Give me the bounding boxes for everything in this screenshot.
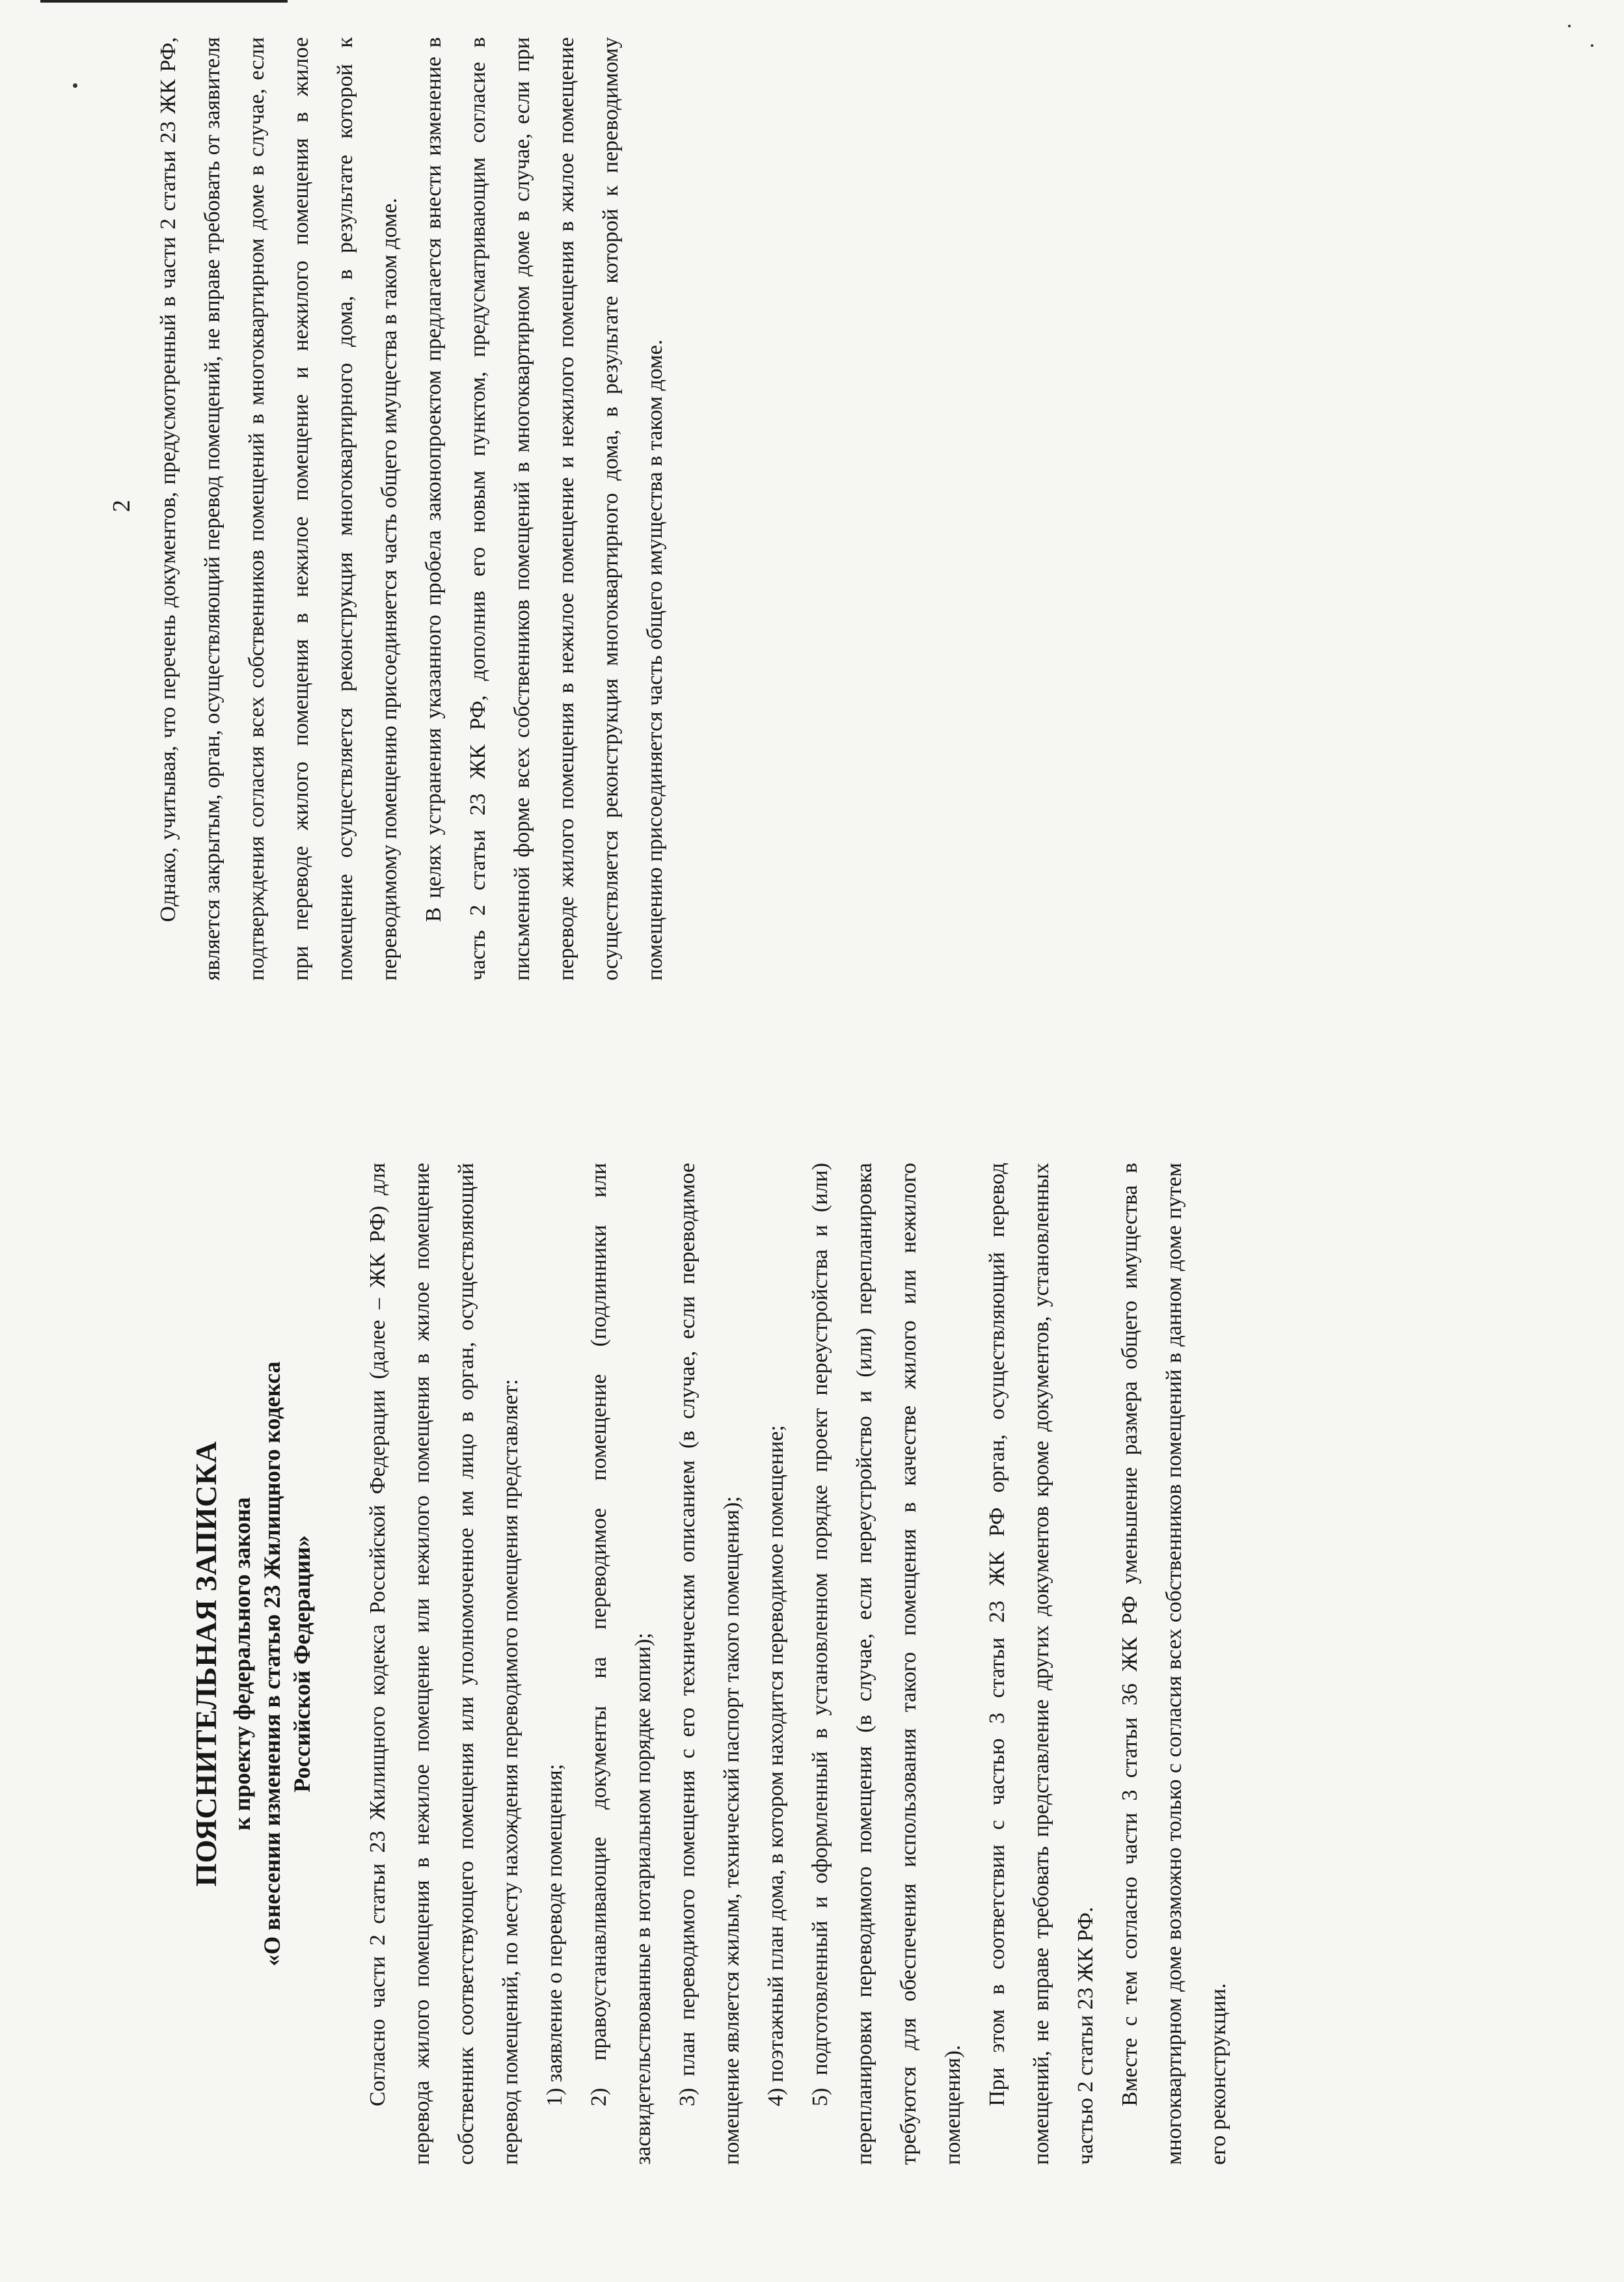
- paragraph: Однако, учитывая, что перечень документов, предусмотренный в части 2 статьи 23 ЖК РФ, является закрытым, орган, осуществляющий перевод помещений, не вправе требовать от заявителя подтверждения согласия всех собственников помещений в многоквартирном доме в случае, если при переводе жилого помещения в нежилое помещение и нежилого помещения в жилое помещение осуществляется реконструкция многоквартирного дома, в результате которой к переводимому помещению присоединяется часть общего имущества в таком доме.: [156, 37, 401, 981]
- page-number: 2: [108, 500, 135, 512]
- list-item: 3) план переводимого помещения с его техническим описанием (в случае, если переводимое помещение является жилым, технический паспорт такого помещения);: [675, 1163, 744, 2165]
- explanatory-note-page-2: [0, 37, 1624, 981]
- document-title: ПОЯСНИТЕЛЬНАЯ ЗАПИСКА: [189, 1441, 223, 1887]
- document-subtitle-line: «О внесении изменения в статью 23 Жилищного кодекса: [259, 1361, 285, 1966]
- list-item: 1) заявление о переводе помещения;: [543, 1763, 567, 2106]
- list-item: 4) поэтажный план дома, в котором находится переводимое помещение;: [764, 1425, 788, 2106]
- document-subtitle-line: к проекту федерального закона: [229, 1497, 255, 1831]
- paragraph: Вместе с тем согласно части 3 статьи 36 ЖК РФ уменьшение размера общего имущества в многоквартирном доме возможно только с согласия всех собственников помещений в данном доме путем его реконструкции.: [1118, 1163, 1230, 2165]
- paragraph: При этом в соответствии с частью 3 статьи 23 ЖК РФ орган, осуществляющий перевод помещений, не вправе требовать представление других документов кроме документов, установленных частью 2 статьи 23 ЖК РФ.: [985, 1163, 1098, 2165]
- paragraph: Согласно части 2 статьи 23 Жилищного кодекса Российской Федерации (далее – ЖК РФ) для перевода жилого помещения в нежилое помещение или нежилого помещения в жилое помещение собственник соответствующего помещения или уполномоченное им лицо в орган, осуществляющий перевод помещений, по месту нахождения переводимого помещения представляет:: [366, 1163, 522, 2165]
- list-item: 2) правоустанавливающие документы на переводимое помещение (подлинники или засвидетельствованные в нотариальном порядке копии);: [587, 1163, 655, 2165]
- paragraph: В целях устранения указанного пробела законопроектом предлагается внести изменение в часть 2 статьи 23 ЖК РФ, дополнив его новым пунктом, предусматривающим согласие в письменной форме всех собственников помещений в многоквартирном доме в случае, если при переводе жилого помещения в нежилое помещение и нежилого помещения в жилое помещение осуществляется реконструкция многоквартирного дома, в результате которой к переводимому помещению присоединяется часть общего имущества в таком доме.: [422, 37, 667, 981]
- explanatory-note-page-1: [0, 1137, 1624, 2165]
- list-item: 5) подготовленный и оформленный в установленном порядке проект переустройства и (или) перепланировки переводимого помещения (в случае, если переустройство и (или) перепланировка требуются для обеспечения использования такого помещения в качестве жилого или нежилого помещения).: [808, 1163, 965, 2165]
- document-header: [189, 1163, 317, 2165]
- document-subtitle-line: Российской Федерации»: [289, 1535, 315, 1793]
